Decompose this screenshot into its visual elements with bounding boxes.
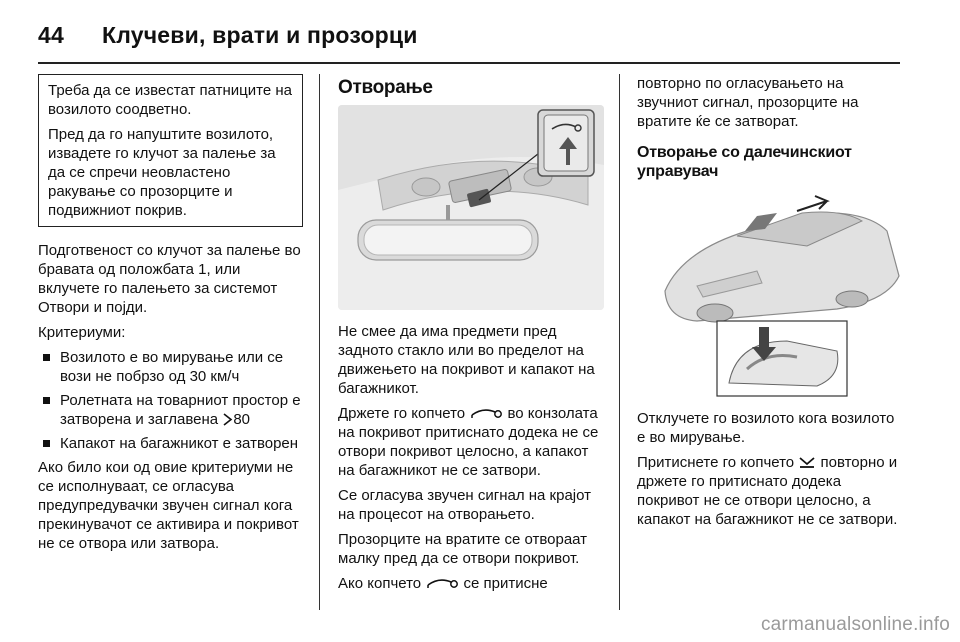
watermark: carmanualsonline.info xyxy=(760,614,950,635)
warning-text-2: Пред да го напуштите возилото, извадете го клучот за палење за да се спречи неовластено ракување со прозорците и подвижниот покрив. xyxy=(48,126,276,219)
windows-text: Прозорците на вратите се отвораат малку пред да се отвори покривот. xyxy=(338,531,588,567)
criteria-item: Возилото е во мирување или се вози не побрзо од 30 км/ч xyxy=(38,348,303,386)
continued-text: повторно по огласувањето на звучниот сигнал, прозорците на вратите ќе се затворат. xyxy=(637,75,859,130)
page-number: 44 xyxy=(38,22,64,48)
opening-instruction-text: Држете го копчето во конзолата на покривот притиснато додека не се отвори покривот целосно, а капакот на багажникот не се затвори. xyxy=(338,405,599,479)
page-reference[interactable]: 80 xyxy=(233,411,251,428)
criteria-item: Ролетната на товарниот простор е затворена и заглавена 80 xyxy=(38,391,303,429)
remote-roof-icon xyxy=(798,455,816,469)
column-divider-2 xyxy=(619,74,620,610)
car-remote-illustration xyxy=(637,191,903,401)
criteria-list xyxy=(38,348,303,453)
repeat-press-text: Ако копчето се притисне xyxy=(338,575,548,592)
unlock-text: Отклучете го возилото кога возилото е во мирување. xyxy=(637,410,895,446)
criteria-item: Капакот на багажникот е затворен xyxy=(38,434,303,453)
criteria-warning-text: Ако било кои од овие критериуми не се исполнуваат, се огласува предупредувачки звучен сигнал кога прекинувачот се активира и покривот не се отвора или затвора. xyxy=(38,459,299,552)
page-title: Клучеви, врати и прозорци xyxy=(102,22,418,48)
page-header xyxy=(38,22,418,49)
column-divider-1 xyxy=(319,74,320,610)
column-2 xyxy=(338,74,606,599)
roof-open-icon xyxy=(425,576,459,590)
roof-console-illustration xyxy=(338,105,604,310)
section-heading: Отворање xyxy=(338,77,433,98)
column-1 xyxy=(38,74,303,559)
criteria-label: Критериуми: xyxy=(38,324,126,341)
page-reference-arrow-icon xyxy=(222,413,233,426)
warning-text-1: Треба да се известат патниците на возилото соодветно. xyxy=(48,82,292,118)
header-rule xyxy=(38,62,900,64)
readiness-text: Подготвеност со клучот за палење во бравата од положбата 1, или вклучете го палењето за системот Отвори и појди. xyxy=(38,242,301,316)
opening-precondition-text: Не смее да има предмети пред задното стакло или во пределот на движењето на покривот и капакот на багажникот. xyxy=(338,323,595,397)
remote-instruction-text: Притиснете го копчето повторно и држете го притиснато додека покривот не се отвори целосно, а капакот на багажникот не се затвори. xyxy=(637,454,898,528)
roof-open-icon xyxy=(469,406,503,420)
remote-heading: Отворање со далечинскиот управувач xyxy=(637,144,852,180)
column-3 xyxy=(637,74,905,535)
signal-text: Се огласува звучен сигнал на крајот на процесот на отворањето. xyxy=(338,487,592,523)
warning-box xyxy=(38,74,303,227)
